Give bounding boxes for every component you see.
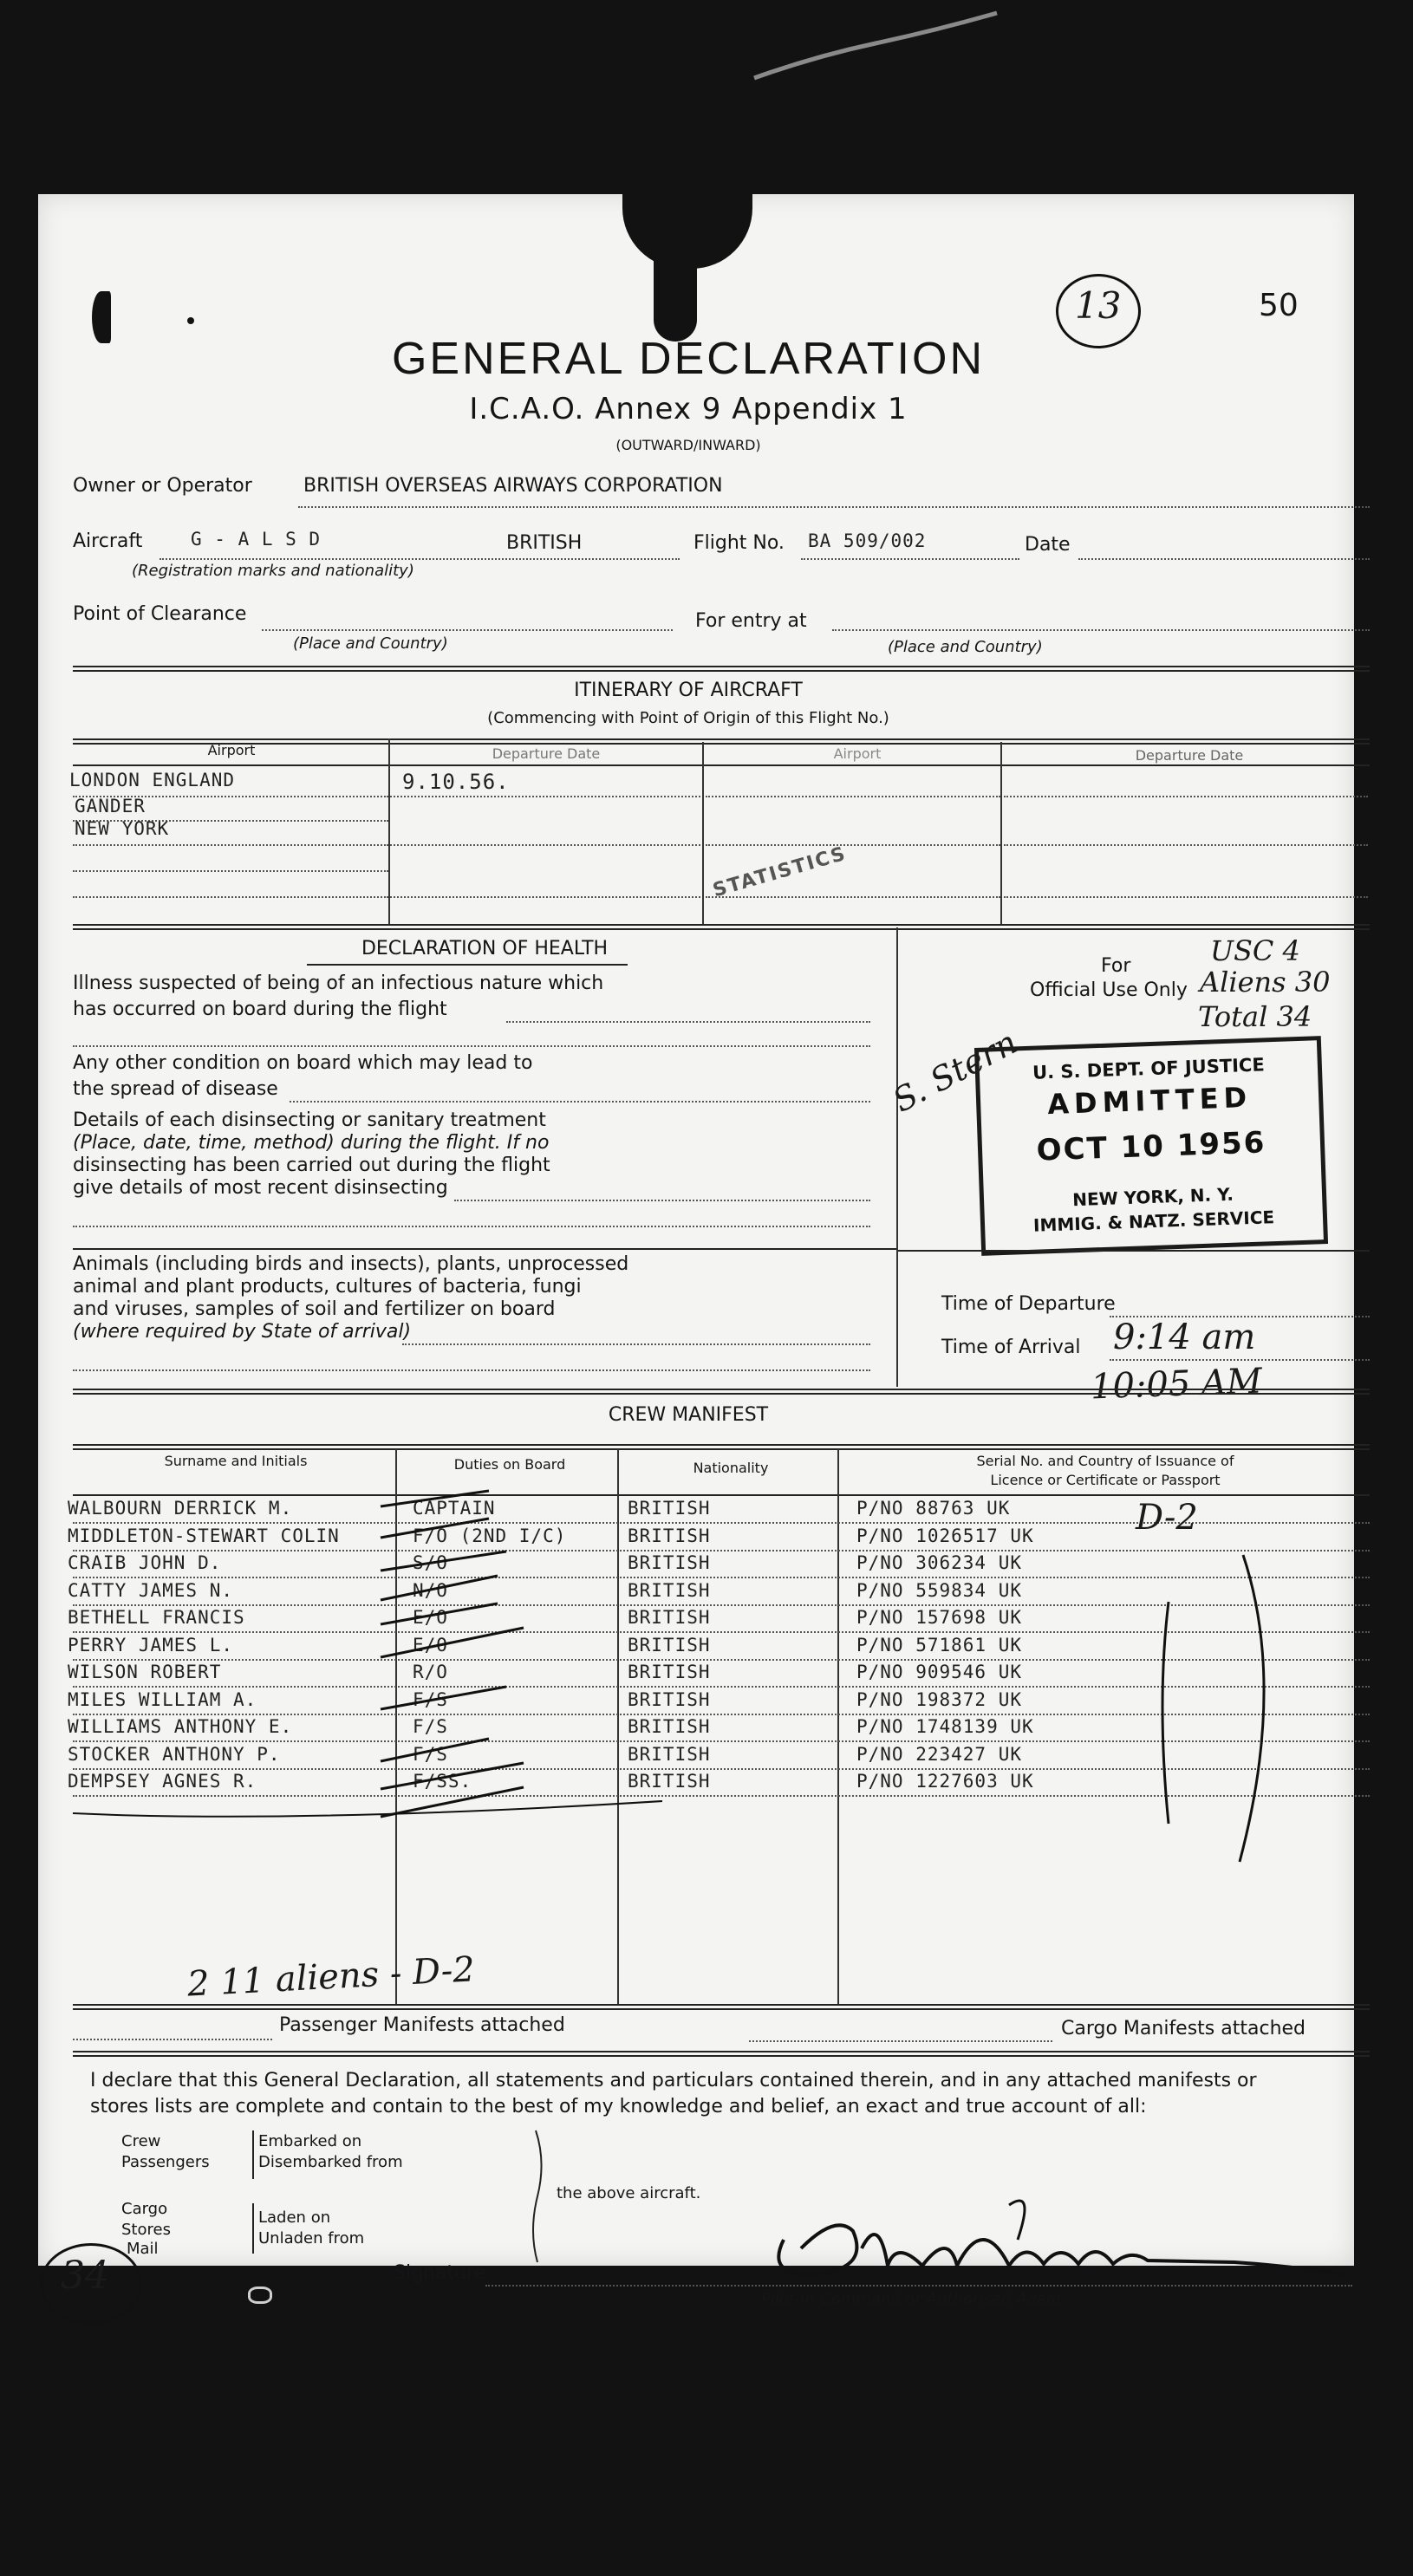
- owner-value: BRITISH OVERSEAS AIRWAYS CORPORATION: [303, 475, 723, 497]
- health-title-rule: [307, 964, 628, 966]
- itinerary-subheader-rule: [73, 764, 1370, 766]
- crew-col-div-1: [395, 1449, 397, 2004]
- crew-row-line: [73, 1659, 1370, 1661]
- crew-cell-duty: CAPTAIN: [413, 1498, 496, 1519]
- itin-line: [390, 896, 700, 898]
- health-q1-line1: Illness suspected of being of an infectious nature which: [73, 973, 604, 994]
- crew-cell-nat: BRITISH: [628, 1525, 711, 1546]
- health-q4-line2: animal and plant products, cultures of bacteria, fungi: [73, 1276, 582, 1298]
- time-arrival-value-2: 10:05 AM: [1090, 1361, 1263, 1408]
- punch-dot: [187, 317, 194, 324]
- crew-cell-nat: BRITISH: [628, 1607, 711, 1628]
- itinerary-title: ITINERARY OF AIRCRAFT: [574, 680, 803, 701]
- itinerary-airport-3: NEW YORK: [75, 818, 170, 839]
- itinerary-col-div-2: [702, 742, 704, 924]
- statistics-stamp: STATISTICS: [710, 842, 850, 902]
- crew-cell-nat: BRITISH: [628, 1498, 711, 1519]
- time-arrival-line: [1110, 1359, 1370, 1361]
- health-q1-line-b: [73, 1045, 870, 1047]
- pilot-signature: [749, 2188, 1356, 2300]
- crew-cell-duty: F/S: [413, 1716, 448, 1737]
- document-subtitle: I.C.A.O. Annex 9 Appendix 1: [469, 392, 908, 426]
- crew-header-name: Surname and Initials: [164, 1453, 308, 1469]
- total-circle-text: 34: [61, 2254, 109, 2298]
- health-q1-line: [506, 1021, 870, 1023]
- corner-mark-text: 13: [1075, 284, 1122, 327]
- decl-disembarked: Disembarked from: [258, 2153, 403, 2171]
- time-arrival-value: 9:14 am: [1113, 1317, 1256, 1357]
- decl-cargo: Cargo: [121, 2200, 168, 2218]
- aircraft-registration: G - A L S D: [191, 529, 322, 550]
- health-q2-line: [290, 1101, 870, 1103]
- document-title: GENERAL DECLARATION: [391, 334, 986, 384]
- health-q4-line3: and viruses, samples of soil and fertilizer on board: [73, 1298, 556, 1320]
- crew-cell-duty: F/O (2ND I/C): [413, 1525, 567, 1546]
- crew-top-rule: [73, 1389, 1370, 1395]
- tally-total: Total 34: [1198, 1000, 1312, 1033]
- owner-label: Owner or Operator: [73, 475, 252, 497]
- crew-row-line: [73, 1604, 1370, 1606]
- health-q3-line-b: [73, 1226, 870, 1227]
- health-q2-line1: Any other condition on board which may lead to: [73, 1052, 533, 1074]
- decl-passengers: Passengers: [121, 2153, 210, 2171]
- itinerary-header-date-1: Departure Date: [492, 745, 601, 762]
- itin-line: [390, 844, 700, 846]
- date-label: Date: [1025, 534, 1071, 556]
- clearance-label: Point of Clearance: [73, 603, 247, 625]
- crew-row-line: [73, 1686, 1370, 1688]
- crew-cell-nat: BRITISH: [628, 1552, 711, 1573]
- aircraft-line: [160, 558, 680, 560]
- clearance-line: [262, 629, 673, 631]
- decl-stores: Stores: [121, 2221, 171, 2239]
- crew-cell-duty: E/O: [413, 1607, 448, 1628]
- owner-line: [298, 506, 1370, 508]
- decl-embarked: Embarked on: [258, 2132, 362, 2150]
- decl-laden: Laden on: [258, 2208, 331, 2227]
- date-line: [1078, 558, 1370, 560]
- crew-cell-serial: P/NO 909546 UK: [856, 1662, 1023, 1682]
- health-q1-line2: has occurred on board during the flight: [73, 999, 447, 1020]
- declaration-line2: stores lists are complete and contain to the best of my knowledge and belief, an exact and true account of all:: [90, 2096, 1147, 2117]
- crew-cell-name: MIDDLETON-STEWART COLIN: [68, 1525, 340, 1546]
- crew-cell-serial: P/NO 559834 UK: [856, 1579, 1023, 1601]
- stamp-date: OCT 10 1956: [1036, 1125, 1266, 1168]
- crew-header-serial: Serial No. and Country of Issuance of: [976, 1453, 1234, 1469]
- crew-header-duties: Duties on Board: [453, 1456, 566, 1473]
- official-time-rule: [898, 1250, 1370, 1252]
- stamp-line4: NEW YORK, N. Y.: [1071, 1183, 1234, 1211]
- crew-row-line: [73, 1795, 1370, 1797]
- flight-number: BA 509/002: [808, 530, 927, 551]
- crew-hand-note-bottom: 2 11 aliens - D-2: [186, 1949, 476, 2005]
- itinerary-subtitle: (Commencing with Point of Origin of this Flight No.): [487, 709, 889, 727]
- crew-cell-duty: F/S: [413, 1743, 448, 1765]
- crew-cell-name: PERRY JAMES L.: [68, 1634, 234, 1656]
- crew-cell-nat: BRITISH: [628, 1743, 711, 1765]
- signature-label: Signature: [394, 2262, 486, 2284]
- punch-mark: [92, 291, 111, 343]
- bottom-mark: [248, 2287, 272, 2304]
- crew-row-line: [73, 1631, 1370, 1633]
- crew-hand-note-right: D-2: [1136, 1498, 1198, 1538]
- crew-cell-nat: BRITISH: [628, 1771, 711, 1792]
- crew-cell-serial: P/NO 571861 UK: [856, 1634, 1023, 1656]
- crew-cell-serial: P/NO 306234 UK: [856, 1552, 1023, 1573]
- health-q2-line2: the spread of disease: [73, 1078, 278, 1100]
- crew-cell-nat: BRITISH: [628, 1688, 711, 1710]
- health-q3-line1: Details of each disinsecting or sanitary treatment: [73, 1109, 546, 1131]
- crew-cell-name: WILLIAMS ANTHONY E.: [68, 1716, 293, 1737]
- crew-cell-serial: P/NO 157698 UK: [856, 1607, 1023, 1628]
- manifests-top-rule: [73, 2004, 1370, 2010]
- itinerary-top-rule: [73, 666, 1370, 672]
- decl-braces: [246, 2127, 558, 2266]
- entry-label: For entry at: [695, 610, 807, 632]
- crew-cell-duty: F/SS.: [413, 1771, 472, 1792]
- itin-line: [390, 796, 700, 797]
- signature-role: Pilot-in-Command or Authorised Agent.: [761, 2290, 1067, 2308]
- itin-line: [73, 844, 388, 846]
- crew-cell-duty: E/O: [413, 1634, 448, 1656]
- health-top-rule: [73, 924, 1370, 930]
- health-q4-line4: (where required by State of arrival): [73, 1321, 412, 1343]
- itin-line: [706, 844, 1000, 846]
- crew-cell-serial: P/NO 88763 UK: [856, 1498, 1011, 1519]
- decl-unladen: Unladen from: [258, 2229, 365, 2247]
- crew-cell-nat: BRITISH: [628, 1579, 711, 1601]
- aircraft-nationality: BRITISH: [506, 532, 583, 554]
- crew-cell-name: CRAIB JOHN D.: [68, 1552, 222, 1573]
- health-title: DECLARATION OF HEALTH: [361, 938, 609, 959]
- declaration-top-rule: [73, 2051, 1370, 2057]
- stamp-line1: U. S. DEPT. OF JUSTICE: [1032, 1054, 1266, 1083]
- itin-line: [1004, 844, 1368, 846]
- background-scribble: [746, 9, 1006, 87]
- crew-cell-nat: BRITISH: [628, 1716, 711, 1737]
- crew-cell-duty: R/O: [413, 1662, 448, 1682]
- general-declaration-document: [38, 194, 1354, 2308]
- direction-note: (OUTWARD/INWARD): [615, 437, 761, 453]
- itin-line: [1004, 896, 1368, 898]
- cargo-manifests: Cargo Manifests attached: [1061, 2018, 1306, 2039]
- crew-cell-duty: F/S: [413, 1688, 448, 1710]
- crew-cell-name: WILSON ROBERT: [68, 1662, 222, 1682]
- crew-cell-name: CATTY JAMES N.: [68, 1579, 234, 1601]
- crew-cell-name: BETHELL FRANCIS: [68, 1607, 245, 1628]
- flight-label: Flight No.: [693, 532, 785, 554]
- crew-row-line: [73, 1740, 1370, 1742]
- itin-line: [706, 896, 1000, 898]
- crew-col-div-2: [617, 1449, 619, 2004]
- crew-cell-duty: S/O: [413, 1552, 448, 1573]
- decl-mail: Mail: [127, 2240, 159, 2258]
- crew-cell-name: MILES WILLIAM A.: [68, 1688, 257, 1710]
- crew-cell-name: DEMPSEY AGNES R.: [68, 1771, 257, 1792]
- crew-title: CREW MANIFEST: [608, 1404, 769, 1426]
- entry-line: [832, 629, 1370, 631]
- itinerary-col-div-3: [1000, 742, 1002, 924]
- inspector-initials: S. Stern: [886, 1023, 1024, 1120]
- crew-cell-serial: P/NO 223427 UK: [856, 1743, 1023, 1765]
- health-q3-line: [454, 1200, 870, 1201]
- official-for: For: [1101, 955, 1131, 977]
- itin-line: [73, 870, 388, 872]
- itin-line: [1004, 796, 1368, 797]
- health-q4-line: [402, 1343, 870, 1345]
- crew-row-line: [73, 1768, 1370, 1770]
- page-number: 50: [1259, 288, 1299, 323]
- crew-row-line: [73, 1550, 1370, 1551]
- health-q4-line-b: [73, 1369, 870, 1371]
- flight-line: [801, 558, 1019, 560]
- health-q3-line4: give details of most recent disinsecting: [73, 1177, 448, 1199]
- itin-line: [73, 896, 388, 898]
- cargo-manifests-line: [749, 2040, 1052, 2042]
- declaration-line1: I declare that this General Declaration, all statements and particulars contained therein, and in any attached manifests or: [90, 2070, 1257, 2091]
- itinerary-header-airport-2: Airport: [833, 745, 882, 762]
- health-q4-rule: [73, 1248, 896, 1250]
- crew-cell-duty: N/O: [413, 1579, 448, 1601]
- time-departure-label: Time of Departure: [941, 1293, 1116, 1315]
- crew-cell-serial: P/NO 1026517 UK: [856, 1525, 1034, 1546]
- itinerary-airport-2: GANDER: [75, 796, 146, 816]
- crew-row-line: [73, 1577, 1370, 1578]
- crew-cell-serial: P/NO 198372 UK: [856, 1688, 1023, 1710]
- stamp-line5: IMMIG. & NATZ. SERVICE: [1032, 1207, 1275, 1236]
- place-note-left: (Place and Country): [293, 634, 448, 653]
- itinerary-departure-date: 9.10.56.: [402, 770, 510, 794]
- health-q3-line3: disinsecting has been carried out during the flight: [73, 1155, 550, 1176]
- time-arrival-label: Time of Arrival: [941, 1337, 1081, 1358]
- crew-row-line: [73, 1714, 1370, 1715]
- crew-header-nationality: Nationality: [693, 1460, 769, 1476]
- health-q4-line1: Animals (including birds and insects), plants, unprocessed: [73, 1253, 629, 1275]
- crew-col-div-3: [837, 1449, 839, 2004]
- crew-cell-name: WALBOURN DERRICK M.: [68, 1498, 293, 1519]
- official-label: Official Use Only: [1030, 979, 1188, 1001]
- registration-note: (Registration marks and nationality): [132, 562, 414, 580]
- crew-cell-name: STOCKER ANTHONY P.: [68, 1743, 281, 1765]
- admitted-stamp: [974, 1036, 1328, 1256]
- crew-cell-nat: BRITISH: [628, 1634, 711, 1656]
- health-q3-line2: (Place, date, time, method) during the flight. If no: [73, 1132, 550, 1154]
- crew-cell-serial: P/NO 1748139 UK: [856, 1716, 1034, 1737]
- crew-cell-serial: P/NO 1227603 UK: [856, 1771, 1034, 1792]
- crew-header-rule: [73, 1444, 1370, 1450]
- tally-aliens: Aliens 30: [1200, 966, 1331, 999]
- place-note-right: (Place and Country): [888, 638, 1043, 656]
- crew-subheader-rule: [73, 1494, 1370, 1496]
- decl-above-aircraft: the above aircraft.: [557, 2184, 701, 2202]
- stamp-admitted: ADMITTED: [1046, 1080, 1253, 1122]
- health-divider: [896, 927, 898, 1387]
- passenger-manifests-line: [73, 2039, 272, 2040]
- crew-header-serial-2: Licence or Certificate or Passport: [990, 1472, 1221, 1488]
- tally-usc: USC 4: [1210, 934, 1300, 967]
- crew-cell-nat: BRITISH: [628, 1662, 711, 1682]
- aircraft-label: Aircraft: [73, 530, 143, 552]
- itinerary-header-airport-1: Airport: [207, 742, 256, 758]
- torn-hole-tail: [654, 246, 697, 342]
- decl-crew: Crew: [121, 2132, 161, 2150]
- itin-line: [706, 796, 1000, 797]
- itinerary-airport-1: LONDON ENGLAND: [69, 770, 236, 790]
- passenger-manifests: Passenger Manifests attached: [279, 2014, 565, 2036]
- itinerary-header-date-2: Departure Date: [1135, 747, 1244, 764]
